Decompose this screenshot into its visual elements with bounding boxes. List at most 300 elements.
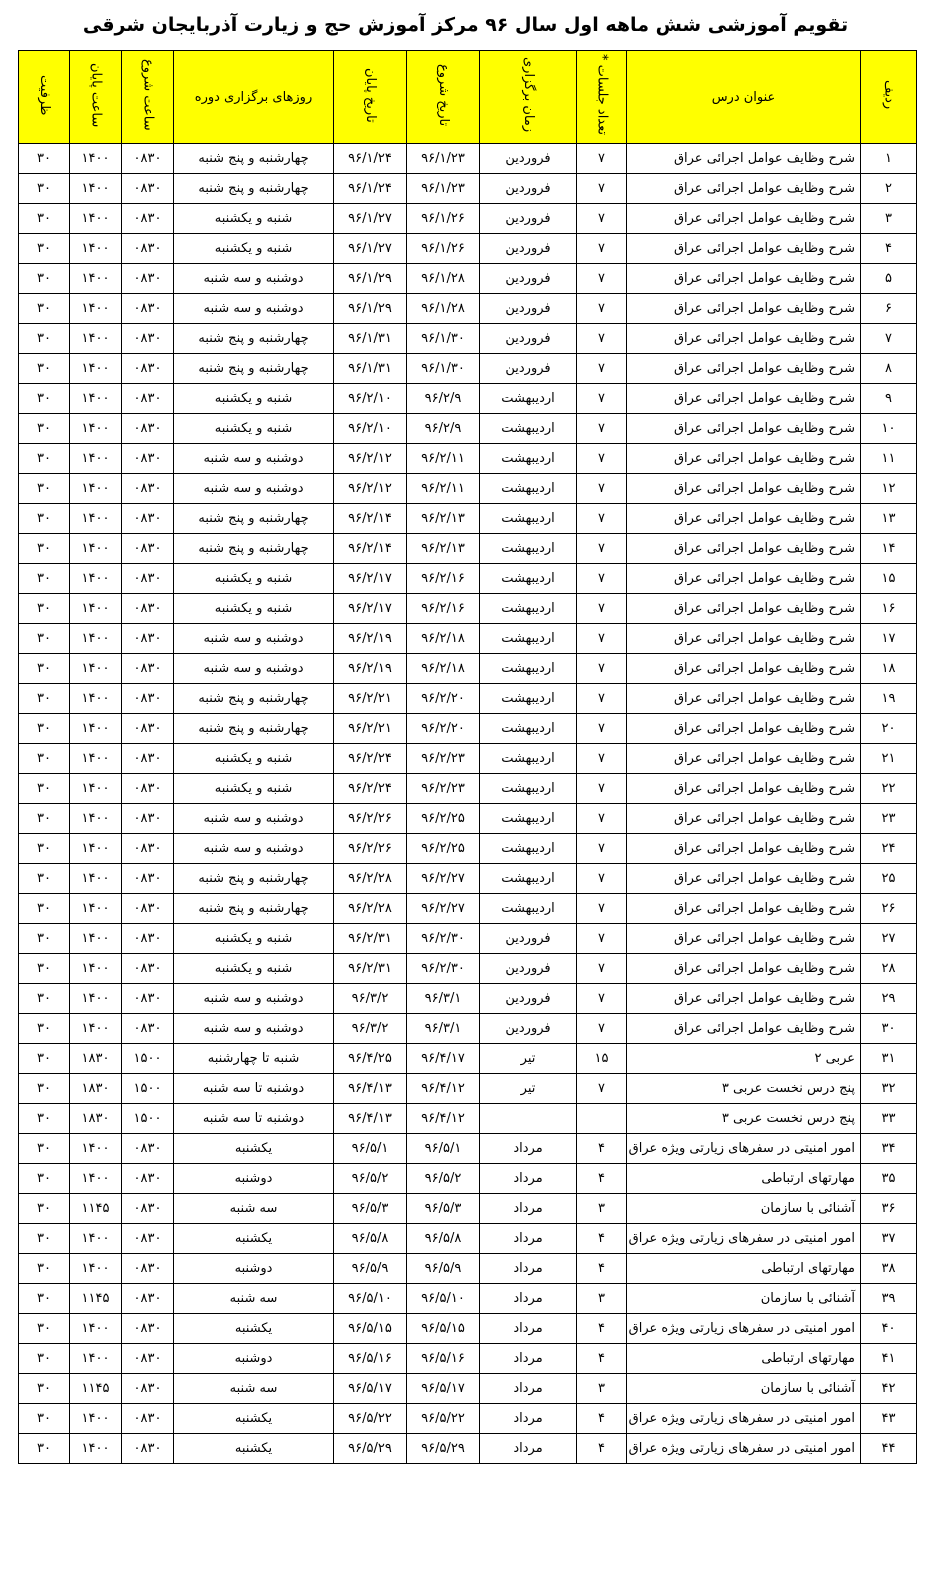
end-date: ۹۶/۵/۱۶ (334, 1344, 407, 1374)
start-time: ۰۸۳۰ (122, 1344, 174, 1374)
month: اردیبهشت (480, 864, 577, 894)
capacity: ۳۰ (19, 1254, 70, 1284)
month: فروردین (480, 204, 577, 234)
capacity: ۳۰ (19, 444, 70, 474)
row-number: ۷ (861, 324, 917, 354)
start-time: ۰۸۳۰ (122, 1164, 174, 1194)
row-number: ۱ (861, 144, 917, 174)
end-time: ۱۴۰۰ (70, 1164, 122, 1194)
start-time: ۰۸۳۰ (122, 444, 174, 474)
end-date: ۹۶/۴/۱۳ (334, 1104, 407, 1134)
table-row (19, 1074, 917, 1104)
course-days: شنبه و یکشنبه (174, 414, 334, 444)
start-time: ۰۸۳۰ (122, 474, 174, 504)
session-count: ۷ (577, 384, 627, 414)
col-header-radif: ردیف (861, 51, 917, 144)
capacity: ۳۰ (19, 684, 70, 714)
end-date: ۹۶/۲/۱۲ (334, 444, 407, 474)
course-title: آشنائی با سازمان (627, 1284, 861, 1314)
month: اردیبهشت (480, 894, 577, 924)
start-date: ۹۶/۴/۱۲ (407, 1074, 480, 1104)
start-time: ۰۸۳۰ (122, 714, 174, 744)
end-date: ۹۶/۵/۱۰ (334, 1284, 407, 1314)
session-count: ۷ (577, 954, 627, 984)
table-row (19, 1434, 917, 1464)
start-time: ۰۸۳۰ (122, 1314, 174, 1344)
start-time: ۱۵۰۰ (122, 1104, 174, 1134)
start-time: ۰۸۳۰ (122, 864, 174, 894)
row-number: ۳۲ (861, 1074, 917, 1104)
capacity: ۳۰ (19, 294, 70, 324)
start-date: ۹۶/۲/۲۷ (407, 864, 480, 894)
month: اردیبهشت (480, 834, 577, 864)
session-count: ۷ (577, 594, 627, 624)
start-time: ۰۸۳۰ (122, 1194, 174, 1224)
start-time: ۰۸۳۰ (122, 924, 174, 954)
course-days: چهارشنبه و پنج شنبه (174, 684, 334, 714)
session-count: ۷ (577, 864, 627, 894)
course-days: چهارشنبه و پنج شنبه (174, 354, 334, 384)
start-time: ۰۸۳۰ (122, 1434, 174, 1464)
table-row (19, 774, 917, 804)
session-count: ۴ (577, 1254, 627, 1284)
start-date: ۹۶/۵/۱۷ (407, 1374, 480, 1404)
row-number: ۱۸ (861, 654, 917, 684)
start-time: ۰۸۳۰ (122, 1284, 174, 1314)
row-number: ۳۱ (861, 1044, 917, 1074)
capacity: ۳۰ (19, 354, 70, 384)
month: مرداد (480, 1254, 577, 1284)
start-time: ۰۸۳۰ (122, 624, 174, 654)
table-row (19, 174, 917, 204)
row-number: ۲۱ (861, 744, 917, 774)
col-header-ruzha: روزهای برگزاری دوره (174, 51, 334, 144)
start-date: ۹۶/۲/۱۱ (407, 474, 480, 504)
start-date: ۹۶/۲/۲۵ (407, 804, 480, 834)
start-time: ۰۸۳۰ (122, 804, 174, 834)
end-date: ۹۶/۲/۲۴ (334, 774, 407, 804)
month: اردیبهشت (480, 594, 577, 624)
course-days: چهارشنبه و پنج شنبه (174, 324, 334, 354)
end-date: ۹۶/۱/۲۷ (334, 234, 407, 264)
start-date: ۹۶/۳/۱ (407, 1014, 480, 1044)
row-number: ۲۲ (861, 774, 917, 804)
start-time: ۰۸۳۰ (122, 354, 174, 384)
capacity: ۳۰ (19, 1404, 70, 1434)
end-time: ۱۴۰۰ (70, 1254, 122, 1284)
end-date: ۹۶/۲/۱۴ (334, 534, 407, 564)
start-date: ۹۶/۵/۱ (407, 1134, 480, 1164)
end-time: ۱۸۳۰ (70, 1044, 122, 1074)
end-time: ۱۴۰۰ (70, 1224, 122, 1254)
start-time: ۰۸۳۰ (122, 534, 174, 564)
end-time: ۱۴۰۰ (70, 624, 122, 654)
start-date: ۹۶/۱/۳۰ (407, 354, 480, 384)
end-date: ۹۶/۲/۲۸ (334, 864, 407, 894)
row-number: ۱۰ (861, 414, 917, 444)
course-days: شنبه و یکشنبه (174, 744, 334, 774)
table-row (19, 144, 917, 174)
course-days: چهارشنبه و پنج شنبه (174, 534, 334, 564)
capacity: ۳۰ (19, 594, 70, 624)
end-date: ۹۶/۱/۲۴ (334, 174, 407, 204)
course-title: شرح وظایف عوامل اجرائی عراق (627, 1014, 861, 1044)
course-title: امور امنیتی در سفرهای زیارتی ویژه عراق (627, 1134, 861, 1164)
start-date: ۹۶/۳/۱ (407, 984, 480, 1014)
capacity: ۳۰ (19, 1044, 70, 1074)
session-count: ۴ (577, 1164, 627, 1194)
session-count: ۷ (577, 834, 627, 864)
course-days: دوشنبه تا سه شنبه (174, 1074, 334, 1104)
end-time: ۱۱۴۵ (70, 1284, 122, 1314)
row-number: ۳۶ (861, 1194, 917, 1224)
course-title: شرح وظایف عوامل اجرائی عراق (627, 984, 861, 1014)
row-number: ۲ (861, 174, 917, 204)
start-time: ۰۸۳۰ (122, 144, 174, 174)
table-row (19, 1224, 917, 1254)
document-title: تقویم آموزشی شش ماهه اول سال ۹۶ مرکز آموزش حج و زیارت آذربایجان شرقی (82, 14, 849, 36)
session-count: ۳ (577, 1374, 627, 1404)
row-number: ۱۲ (861, 474, 917, 504)
end-time: ۱۴۰۰ (70, 744, 122, 774)
table-row (19, 834, 917, 864)
month: مرداد (480, 1194, 577, 1224)
row-number: ۲۳ (861, 804, 917, 834)
end-time: ۱۱۴۵ (70, 1374, 122, 1404)
start-date: ۹۶/۲/۲۷ (407, 894, 480, 924)
course-title: شرح وظایف عوامل اجرائی عراق (627, 564, 861, 594)
table-row (19, 204, 917, 234)
col-header-onvan: عنوان درس (627, 51, 861, 144)
end-time: ۱۸۳۰ (70, 1104, 122, 1134)
table-row (19, 1254, 917, 1284)
start-time: ۰۸۳۰ (122, 414, 174, 444)
course-days: دوشنبه و سه شنبه (174, 834, 334, 864)
capacity: ۳۰ (19, 204, 70, 234)
course-title: شرح وظایف عوامل اجرائی عراق (627, 804, 861, 834)
end-time: ۱۴۰۰ (70, 1434, 122, 1464)
capacity: ۳۰ (19, 654, 70, 684)
table-row (19, 294, 917, 324)
start-time: ۱۵۰۰ (122, 1044, 174, 1074)
end-time: ۱۸۳۰ (70, 1074, 122, 1104)
start-date: ۹۶/۲/۲۰ (407, 714, 480, 744)
end-date: ۹۶/۲/۱۷ (334, 594, 407, 624)
end-time: ۱۴۰۰ (70, 894, 122, 924)
table-row (19, 534, 917, 564)
course-title: امور امنیتی در سفرهای زیارتی ویژه عراق (627, 1314, 861, 1344)
row-number: ۱۶ (861, 594, 917, 624)
start-date: ۹۶/۱/۲۳ (407, 174, 480, 204)
row-number: ۳۳ (861, 1104, 917, 1134)
start-date: ۹۶/۲/۲۳ (407, 774, 480, 804)
end-date: ۹۶/۲/۲۴ (334, 744, 407, 774)
row-number: ۳۸ (861, 1254, 917, 1284)
row-number: ۸ (861, 354, 917, 384)
table-row (19, 474, 917, 504)
course-title: امور امنیتی در سفرهای زیارتی ویژه عراق (627, 1434, 861, 1464)
row-number: ۳۰ (861, 1014, 917, 1044)
row-number: ۹ (861, 384, 917, 414)
start-date: ۹۶/۴/۱۲ (407, 1104, 480, 1134)
capacity: ۳۰ (19, 714, 70, 744)
end-date: ۹۶/۲/۱۰ (334, 414, 407, 444)
end-date: ۹۶/۲/۲۱ (334, 684, 407, 714)
capacity: ۳۰ (19, 1344, 70, 1374)
course-days: شنبه و یکشنبه (174, 924, 334, 954)
session-count: ۷ (577, 294, 627, 324)
end-date: ۹۶/۵/۹ (334, 1254, 407, 1284)
start-time: ۰۸۳۰ (122, 174, 174, 204)
row-number: ۲۹ (861, 984, 917, 1014)
end-time: ۱۴۰۰ (70, 294, 122, 324)
capacity: ۳۰ (19, 1104, 70, 1134)
month: اردیبهشت (480, 624, 577, 654)
capacity: ۳۰ (19, 834, 70, 864)
end-time: ۱۴۰۰ (70, 234, 122, 264)
course-days: دوشنبه (174, 1344, 334, 1374)
capacity: ۳۰ (19, 744, 70, 774)
session-count: ۷ (577, 534, 627, 564)
course-days: شنبه تا چهارشنبه (174, 1044, 334, 1074)
course-days: سه شنبه (174, 1194, 334, 1224)
course-title: شرح وظایف عوامل اجرائی عراق (627, 864, 861, 894)
start-date: ۹۶/۵/۱۰ (407, 1284, 480, 1314)
end-time: ۱۴۰۰ (70, 264, 122, 294)
capacity: ۳۰ (19, 1014, 70, 1044)
course-days: دوشنبه و سه شنبه (174, 624, 334, 654)
end-time: ۱۴۰۰ (70, 684, 122, 714)
session-count: ۷ (577, 684, 627, 714)
end-date: ۹۶/۱/۲۹ (334, 264, 407, 294)
col-header-shoru: تاریخ شروع (407, 51, 480, 144)
row-number: ۱۴ (861, 534, 917, 564)
start-time: ۰۸۳۰ (122, 594, 174, 624)
row-number: ۴ (861, 234, 917, 264)
start-time: ۰۸۳۰ (122, 264, 174, 294)
capacity: ۳۰ (19, 1314, 70, 1344)
month: اردیبهشت (480, 474, 577, 504)
course-title: شرح وظایف عوامل اجرائی عراق (627, 384, 861, 414)
capacity: ۳۰ (19, 324, 70, 354)
course-title: شرح وظایف عوامل اجرائی عراق (627, 834, 861, 864)
session-count: ۷ (577, 1014, 627, 1044)
end-date: ۹۶/۲/۱۰ (334, 384, 407, 414)
table-row (19, 984, 917, 1014)
course-days: چهارشنبه و پنج شنبه (174, 894, 334, 924)
session-count: ۷ (577, 354, 627, 384)
start-date: ۹۶/۲/۱۸ (407, 654, 480, 684)
start-time: ۰۸۳۰ (122, 324, 174, 354)
end-date: ۹۶/۲/۳۱ (334, 954, 407, 984)
start-time: ۰۸۳۰ (122, 1224, 174, 1254)
end-time: ۱۴۰۰ (70, 864, 122, 894)
month: مرداد (480, 1344, 577, 1374)
table-row (19, 1104, 917, 1134)
start-date: ۹۶/۵/۸ (407, 1224, 480, 1254)
course-title: شرح وظایف عوامل اجرائی عراق (627, 204, 861, 234)
capacity: ۳۰ (19, 924, 70, 954)
start-date: ۹۶/۱/۲۳ (407, 144, 480, 174)
course-title: شرح وظایف عوامل اجرائی عراق (627, 414, 861, 444)
table-row (19, 1284, 917, 1314)
capacity: ۳۰ (19, 264, 70, 294)
month: فروردین (480, 294, 577, 324)
course-title: امور امنیتی در سفرهای زیارتی ویژه عراق (627, 1404, 861, 1434)
course-days: شنبه و یکشنبه (174, 234, 334, 264)
end-date: ۹۶/۲/۲۱ (334, 714, 407, 744)
start-date: ۹۶/۵/۱۵ (407, 1314, 480, 1344)
capacity: ۳۰ (19, 984, 70, 1014)
end-date: ۹۶/۳/۲ (334, 1014, 407, 1044)
course-days: چهارشنبه و پنج شنبه (174, 504, 334, 534)
end-time: ۱۴۰۰ (70, 654, 122, 684)
table-row (19, 1044, 917, 1074)
capacity: ۳۰ (19, 1224, 70, 1254)
end-date: ۹۶/۵/۱۵ (334, 1314, 407, 1344)
end-date: ۹۶/۵/۳ (334, 1194, 407, 1224)
row-number: ۲۸ (861, 954, 917, 984)
table-row (19, 1314, 917, 1344)
month: تیر (480, 1074, 577, 1104)
end-date: ۹۶/۲/۱۷ (334, 564, 407, 594)
month: اردیبهشت (480, 684, 577, 714)
course-days: یکشنبه (174, 1134, 334, 1164)
start-date: ۹۶/۵/۱۶ (407, 1344, 480, 1374)
course-days: سه شنبه (174, 1284, 334, 1314)
session-count: ۴ (577, 1224, 627, 1254)
capacity: ۳۰ (19, 474, 70, 504)
row-number: ۳۴ (861, 1134, 917, 1164)
end-date: ۹۶/۱/۳۱ (334, 324, 407, 354)
month: اردیبهشت (480, 504, 577, 534)
course-title: آشنائی با سازمان (627, 1374, 861, 1404)
course-days: دوشنبه و سه شنبه (174, 474, 334, 504)
end-time: ۱۴۰۰ (70, 1134, 122, 1164)
course-title: شرح وظایف عوامل اجرائی عراق (627, 924, 861, 954)
end-date: ۹۶/۵/۲۹ (334, 1434, 407, 1464)
start-time: ۰۸۳۰ (122, 654, 174, 684)
start-date: ۹۶/۲/۱۳ (407, 504, 480, 534)
schedule-table (18, 50, 917, 1464)
start-time: ۰۸۳۰ (122, 774, 174, 804)
start-time: ۰۸۳۰ (122, 294, 174, 324)
col-header-tedad: تعداد جلسات * (577, 51, 627, 144)
month: مرداد (480, 1374, 577, 1404)
month: فروردین (480, 234, 577, 264)
row-number: ۲۶ (861, 894, 917, 924)
end-date: ۹۶/۵/۱۷ (334, 1374, 407, 1404)
course-days: سه شنبه (174, 1374, 334, 1404)
course-title: شرح وظایف عوامل اجرائی عراق (627, 624, 861, 654)
start-date: ۹۶/۵/۹ (407, 1254, 480, 1284)
course-days: دوشنبه (174, 1164, 334, 1194)
month: فروردین (480, 354, 577, 384)
course-days: دوشنبه و سه شنبه (174, 984, 334, 1014)
course-title: شرح وظایف عوامل اجرائی عراق (627, 264, 861, 294)
row-number: ۱۵ (861, 564, 917, 594)
month: تیر (480, 1044, 577, 1074)
session-count: ۷ (577, 654, 627, 684)
end-time: ۱۴۰۰ (70, 954, 122, 984)
col-header-saat-shoru: ساعت شروع (122, 51, 174, 144)
month: فروردین (480, 954, 577, 984)
start-date: ۹۶/۵/۲۹ (407, 1434, 480, 1464)
row-number: ۵ (861, 264, 917, 294)
course-days: دوشنبه (174, 1254, 334, 1284)
table-row (19, 1374, 917, 1404)
session-count: ۷ (577, 174, 627, 204)
row-number: ۳۷ (861, 1224, 917, 1254)
capacity: ۳۰ (19, 624, 70, 654)
capacity: ۳۰ (19, 954, 70, 984)
session-count: ۷ (577, 744, 627, 774)
course-days: شنبه و یکشنبه (174, 384, 334, 414)
month: مرداد (480, 1164, 577, 1194)
table-row (19, 354, 917, 384)
session-count: ۷ (577, 894, 627, 924)
row-number: ۱۷ (861, 624, 917, 654)
end-date: ۹۶/۵/۸ (334, 1224, 407, 1254)
end-time: ۱۴۰۰ (70, 474, 122, 504)
capacity: ۳۰ (19, 144, 70, 174)
course-days: شنبه و یکشنبه (174, 564, 334, 594)
end-time: ۱۴۰۰ (70, 204, 122, 234)
end-time: ۱۴۰۰ (70, 594, 122, 624)
table-row (19, 264, 917, 294)
capacity: ۳۰ (19, 534, 70, 564)
table-row (19, 1404, 917, 1434)
table-row (19, 954, 917, 984)
capacity: ۳۰ (19, 384, 70, 414)
course-days: دوشنبه و سه شنبه (174, 804, 334, 834)
row-number: ۱۱ (861, 444, 917, 474)
end-date: ۹۶/۱/۲۷ (334, 204, 407, 234)
session-count: ۷ (577, 624, 627, 654)
table-row (19, 714, 917, 744)
start-date: ۹۶/۲/۲۵ (407, 834, 480, 864)
row-number: ۱۳ (861, 504, 917, 534)
end-date: ۹۶/۲/۲۶ (334, 834, 407, 864)
session-count: ۷ (577, 144, 627, 174)
end-time: ۱۴۰۰ (70, 324, 122, 354)
header-row (19, 51, 917, 144)
month: فروردین (480, 984, 577, 1014)
end-date: ۹۶/۵/۲ (334, 1164, 407, 1194)
start-date: ۹۶/۴/۱۷ (407, 1044, 480, 1074)
month: فروردین (480, 924, 577, 954)
course-days: دوشنبه و سه شنبه (174, 444, 334, 474)
end-date: ۹۶/۲/۲۸ (334, 894, 407, 924)
end-date: ۹۶/۵/۲۲ (334, 1404, 407, 1434)
table-row (19, 234, 917, 264)
capacity: ۳۰ (19, 1134, 70, 1164)
table-row (19, 414, 917, 444)
session-count: ۷ (577, 714, 627, 744)
col-header-saat-payan: ساعت پایان (70, 51, 122, 144)
session-count (577, 1104, 627, 1134)
end-date: ۹۶/۵/۱ (334, 1134, 407, 1164)
end-date: ۹۶/۲/۱۹ (334, 624, 407, 654)
table-row (19, 744, 917, 774)
month: فروردین (480, 264, 577, 294)
end-time: ۱۴۰۰ (70, 534, 122, 564)
course-title: آشنائی با سازمان (627, 1194, 861, 1224)
table-row (19, 804, 917, 834)
row-number: ۴۰ (861, 1314, 917, 1344)
course-title: شرح وظایف عوامل اجرائی عراق (627, 594, 861, 624)
session-count: ۷ (577, 264, 627, 294)
